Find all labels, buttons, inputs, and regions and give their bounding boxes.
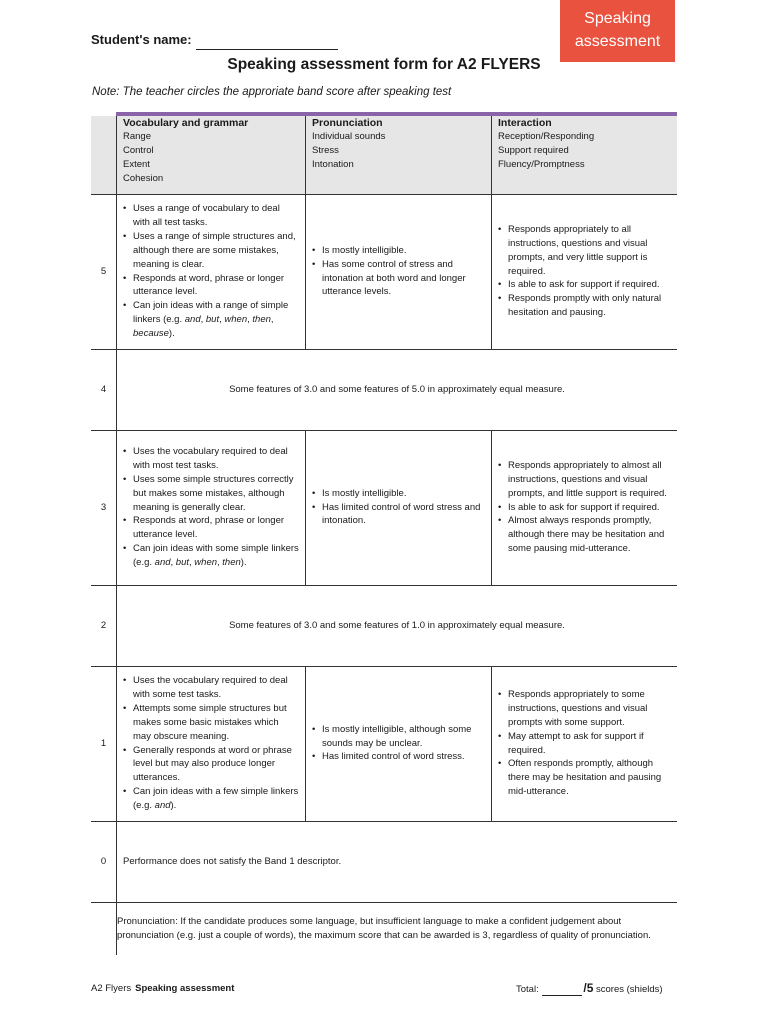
section-tag-line2: assessment xyxy=(574,33,661,50)
page-title: Speaking assessment form for A2 FLYERS xyxy=(227,56,541,73)
band-1-interaction-cell xyxy=(492,666,678,821)
linker-word: when xyxy=(194,557,218,569)
list-item xyxy=(123,785,299,813)
linker-lead: Can join ideas with some simple linkers (e.g. xyxy=(133,543,299,569)
pronunciation-note-row xyxy=(91,902,677,955)
total-label: Total: xyxy=(516,984,539,995)
list-item: • Often responds promptly, although there may be hesitation and pausing mid-utterance. xyxy=(498,757,671,799)
band-number[interactable]: 3 xyxy=(91,430,117,585)
pronunciation-note: Pronunciation: If the candidate produces some language, but insufficient language to make a confident judgement about pronunciation (e.g. just a couple of words), the maximum score that can be awarded is 3, regardless of quality of pronunciation. xyxy=(117,902,678,955)
criterion-support: Support required xyxy=(498,144,569,156)
linker-end: ). xyxy=(168,328,175,340)
list-item: • Uses the vocabulary required to deal with most test tasks. xyxy=(123,445,299,473)
list-item: • Is able to ask for support if required. xyxy=(498,501,671,515)
band-number[interactable]: 0 xyxy=(91,821,117,902)
linker-word: and xyxy=(154,557,171,569)
linker-separator: , xyxy=(189,557,195,569)
vocab-grammar-header xyxy=(117,116,306,194)
criterion-individual-sounds: Individual sounds xyxy=(312,131,386,142)
list-item: • Responds at word, phrase or longer utterance level. xyxy=(123,272,299,300)
band-5-pronunciation-cell xyxy=(306,194,492,349)
linker-separator: , xyxy=(219,314,225,326)
note-band-cell xyxy=(91,902,117,955)
band-0-descriptor: Performance does not satisfy the Band 1 descriptor. xyxy=(117,821,678,902)
list-item: • Is mostly intelligible. xyxy=(312,244,485,258)
band-number[interactable]: 5 xyxy=(91,194,117,349)
list-item: • Has limited control of word stress and intonation. xyxy=(312,501,485,529)
page-note: Note: The teacher circles the approriate band score after speaking test xyxy=(92,86,452,98)
band-1-pronunciation-cell xyxy=(306,666,492,821)
band-3-pronunciation-cell xyxy=(306,430,492,585)
interaction-header xyxy=(492,116,678,194)
list-item: • Is mostly intelligible. xyxy=(312,487,485,501)
list-item: • Almost always responds promptly, although there may be hesitation and some pausing mid-utterance. xyxy=(498,514,671,556)
list-item: • May attempt to ask for support if required. xyxy=(498,730,671,758)
list-item: • Has limited control of word stress. xyxy=(312,750,485,764)
footer-level: A2 Flyers xyxy=(91,983,132,994)
linker-word: and xyxy=(154,800,171,812)
band-number[interactable]: 4 xyxy=(91,349,117,430)
linker-word: when xyxy=(224,314,248,326)
student-name-blank[interactable] xyxy=(196,34,338,50)
list-item: • Is able to ask for support if required. xyxy=(498,278,671,292)
list-item: • Is mostly intelligible, although some sounds may be unclear. xyxy=(312,723,485,751)
linker-lead: Can join ideas with a few simple linkers (e.g. xyxy=(133,786,299,812)
linker-end: ). xyxy=(170,800,177,812)
linker-word: but xyxy=(175,557,190,569)
list-item: • Attempts some simple structures but makes some basic mistakes which may obscure meaning. xyxy=(123,702,299,744)
band-row-2 xyxy=(91,585,677,666)
list-item: • Responds appropriately to all instructions, questions and visual prompts, and very little support is required. xyxy=(498,223,671,279)
linker-separator: , xyxy=(170,557,176,569)
list-item: • Responds appropriately to almost all instructions, questions and visual prompts, and little support is required. xyxy=(498,459,671,501)
band-4-descriptor: Some features of 3.0 and some features of 5.0 in approximately equal measure. xyxy=(117,349,678,430)
band-header-cell xyxy=(91,116,117,194)
assessment-table xyxy=(91,116,677,955)
pronunciation-header xyxy=(306,116,492,194)
list-item: • Responds promptly with only natural hesitation and pausing. xyxy=(498,292,671,320)
section-tag xyxy=(560,0,675,62)
band-row-0 xyxy=(91,821,677,902)
section-tag-line1: Speaking xyxy=(584,10,651,27)
vocab-grammar-title: Vocabulary and grammar xyxy=(123,117,249,129)
total-score-field[interactable] xyxy=(516,981,663,996)
linker-separator: , xyxy=(247,314,253,326)
band-row-3 xyxy=(91,430,677,585)
student-name-field[interactable] xyxy=(91,32,338,50)
list-item: • Has some control of stress and intonation at both word and longer utterance levels. xyxy=(312,258,485,300)
band-row-4 xyxy=(91,349,677,430)
band-2-descriptor: Some features of 3.0 and some features of 1.0 in approximately equal measure. xyxy=(117,585,678,666)
criterion-fluency: Fluency/Promptness xyxy=(498,158,585,170)
linker-end: ). xyxy=(240,557,247,569)
list-item: • Generally responds at word or phrase level but may also produce longer utterances. xyxy=(123,744,299,786)
band-5-vocab-cell xyxy=(117,194,306,349)
linker-separator: , xyxy=(217,557,223,569)
list-item: • Uses a range of simple structures and, although there are some mistakes, meaning is clear. xyxy=(123,230,299,272)
total-max: /5 xyxy=(583,981,594,995)
linker-word: because xyxy=(133,328,169,340)
band-row-5 xyxy=(91,194,677,349)
criterion-intonation: Intonation xyxy=(312,158,354,170)
list-item: • Responds at word, phrase or longer utterance level. xyxy=(123,514,299,542)
linker-word: and xyxy=(184,314,201,326)
band-3-interaction-cell xyxy=(492,430,678,585)
linker-word: then xyxy=(222,557,241,569)
footer-section: Speaking assessment xyxy=(135,983,235,994)
band-row-1 xyxy=(91,666,677,821)
linker-word: then xyxy=(252,314,271,326)
total-score-blank[interactable] xyxy=(542,984,582,996)
criterion-reception: Reception/Responding xyxy=(498,131,595,142)
criterion-extent: Extent xyxy=(123,158,150,170)
criterion-cohesion: Cohesion xyxy=(123,172,164,184)
criterion-stress: Stress xyxy=(312,144,339,156)
linker-separator: , xyxy=(200,314,206,326)
interaction-title: Interaction xyxy=(498,117,552,129)
student-name-label: Student's name: xyxy=(91,32,192,47)
criterion-range: Range xyxy=(123,131,151,142)
pronunciation-title: Pronunciation xyxy=(312,117,383,129)
list-item: • Responds appropriately to some instructions, questions and visual prompts with some support. xyxy=(498,688,671,730)
band-3-vocab-cell xyxy=(117,430,306,585)
band-number[interactable]: 1 xyxy=(91,666,117,821)
table-header-row xyxy=(91,116,677,194)
list-item: • Uses the vocabulary required to deal with some test tasks. xyxy=(123,674,299,702)
band-number[interactable]: 2 xyxy=(91,585,117,666)
criterion-control: Control xyxy=(123,144,154,156)
band-5-interaction-cell xyxy=(492,194,678,349)
list-item: • Uses some simple structures correctly but makes some mistakes, although meaning is generally clear. xyxy=(123,473,299,515)
linker-separator: , xyxy=(270,314,274,326)
list-item: • Uses a range of vocabulary to deal with all test tasks. xyxy=(123,202,299,230)
list-item xyxy=(123,299,299,341)
band-1-vocab-cell xyxy=(117,666,306,821)
total-unit: scores (shields) xyxy=(596,984,663,995)
linker-word: but xyxy=(205,314,220,326)
footer-label xyxy=(91,983,234,994)
list-item xyxy=(123,542,299,570)
linker-lead: Can join ideas with a range of simple linkers (e.g. xyxy=(133,300,289,326)
